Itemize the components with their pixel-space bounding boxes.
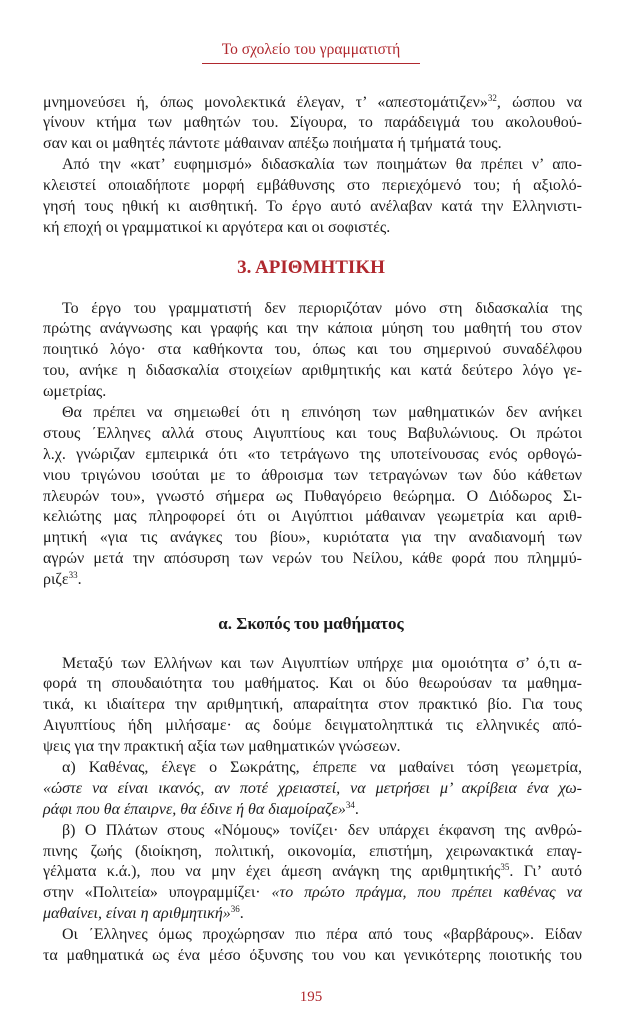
paragraph — [43, 403, 582, 591]
text-line — [43, 800, 582, 821]
italic-quote-line: «ώστε να είναι ικανός, αν ποτέ χρειαστεί, να μετρήσει μ’ ακρίβεια ένα χω- — [43, 779, 582, 797]
text-line — [43, 570, 582, 591]
text-line: νιου τριγώνου ισούται με το άθροισμα των τετραγώνων των δύο κάθετων — [43, 466, 582, 484]
text-line: τικά, κι ιδιαίτερα την αριθμητική, απαραίτητα στον πρακτικό βίο. Για τους — [43, 696, 582, 714]
text-segment: γέλματα κ.ά.), που να μην έχει άμεση ανάγκη της αριθμητικής — [43, 863, 501, 881]
header-rule — [202, 63, 420, 64]
text-line: κελιώτης μας πληροφορεί ότι οι Αιγύπτιοι μάθαιναν γεωμετρία και αριθ- — [43, 508, 582, 526]
text-segment: . — [354, 800, 359, 818]
footnote-ref: 36 — [230, 904, 240, 915]
footnote-ref: 32 — [487, 92, 497, 103]
text-segment: ριζε — [43, 571, 69, 589]
text-line: α) Καθένας, έλεγε ο Σωκράτης, έπρεπε να μαθαίνει τόση γεωμετρία, — [62, 758, 582, 776]
page-number: 195 — [299, 989, 323, 1005]
text-line: πλευρών του», γνωστό σήμερα ως Πυθαγόρειο θεώρημα. Ο Διόδωρος Σι- — [43, 487, 582, 505]
subsection-heading: α. Σκοπός του μαθήματος — [218, 614, 404, 633]
text-line: Θα πρέπει να σημειωθεί ότι η επινόηση των μαθηματικών δεν ανήκει — [62, 403, 582, 421]
text-line: λ.χ. γνώριζαν εμπειρικά ότι «το τετράγωνο της υποτείνουσας ενός ορθογώ- — [43, 445, 582, 463]
footnote-ref: 33 — [68, 570, 78, 581]
text-line: β) Ο Πλάτων στους «Νόμους» τονίζει· δεν υπάρχει έκφανση της ανθρώ- — [62, 821, 582, 839]
italic-quote: ράφι που θα έπαιρνε, θα έδινε ή θα διαμοίραζε» — [43, 800, 346, 818]
paragraph — [43, 654, 582, 758]
paragraph — [43, 758, 582, 821]
running-header: Το σχολείο του γραμματιστή — [221, 41, 401, 58]
text-line: αγρών μετά την απόσυρση των νερών του Νείλου, κάθε φορά που πλημμύ- — [43, 550, 582, 568]
text-segment: . — [239, 905, 244, 923]
section-heading: 3. ΑΡΙΘΜΗΤΙΚΗ — [237, 257, 385, 278]
footnote-ref: 35 — [500, 862, 510, 873]
text-line: πρώτης ανάγνωσης και γραφής και την κάποια μύηση του μαθητή του στον — [43, 320, 582, 338]
text-line: γησή τους ηθική κι αισθητική. Το έργο αυτό ανέλαβαν κατά την Ελληνιστι- — [43, 197, 582, 215]
text-line: ωμετρίας. — [43, 383, 107, 401]
text-segment: . Γι’ αυτό — [509, 863, 582, 881]
paragraph — [43, 93, 582, 156]
text-line: ψεις για την πρακτική αξία των μαθηματικών γνώσεων. — [43, 738, 401, 756]
text-line: Από την «κατ’ ευφημισμό» διδασκαλία των ποιημάτων θα πρέπει ν’ απο- — [62, 156, 582, 174]
text-line: Οι ΄Ελληνες όμως προχώρησαν πιο πέρα από τους «βαρβάρους». Είδαν — [62, 926, 582, 944]
text-segment: , ώσπου να — [496, 93, 582, 111]
text-line: Μεταξύ των Ελλήνων και των Αιγυπτίων υπήρχε μια ομοιότητα σ’ ό,τι α- — [62, 654, 582, 672]
text-line — [43, 883, 582, 904]
section-3-text — [43, 299, 582, 591]
text-segment: . — [77, 571, 82, 589]
text-line: Αιγυπτίους ήδη μιλήσαμε· ας δούμε δειγματοληπτικά τις ελληνικές από- — [43, 717, 582, 735]
text-line: Το έργο του γραμματιστή δεν περιοριζόταν μόνο στη διδασκαλία της — [62, 299, 582, 317]
paragraph — [43, 299, 582, 403]
text-line — [43, 93, 582, 114]
italic-quote: μαθαίνει, είναι η αριθμητική» — [43, 905, 231, 923]
text-line — [43, 862, 582, 883]
text-segment: στην «Πολιτεία» υπογραμμίζει· — [43, 884, 272, 902]
subsection-a-text — [43, 654, 582, 967]
text-line: στους ΄Ελληνες αλλά στους Αιγυπτίους και τους Βαβυλώνιους. Οι πρώτοι — [43, 424, 582, 442]
text-line: τα μαθηματικά ως ένα μέσο όξυνσης του νου και γενικότερης ποιοτικής του — [43, 946, 582, 964]
footnote-ref: 34 — [345, 799, 355, 810]
text-line: κλειστεί οποιαδήποτε μορφή εμβάθυνσης στο περιεχόμενό του; ή αξιολό- — [43, 177, 582, 195]
text-segment: μνημονεύσει ή, όπως μονολεκτικά έλεγαν, τ’ «απεστομάτιζεν» — [43, 93, 488, 111]
paragraph — [43, 821, 582, 925]
intro-text — [43, 93, 582, 239]
italic-quote: «το πρώτο πράγμα, που πρέπει καθένας να — [271, 884, 582, 902]
paragraph — [43, 155, 582, 239]
text-line: του, ανήκε η διδασκαλία στοιχείων αριθμητικής και κατά δεύτερο λόγο γε- — [43, 362, 582, 380]
text-line: πινης ζωής (διοίκηση, πολιτική, οικονομία, επιστήμη, χειρωνακτικά επαγ- — [43, 842, 582, 860]
text-line: μητική «για τις ανάγκες του βίου», κυριότατα για την αναδιανομή των — [43, 529, 582, 547]
text-line: κή εποχή οι γραμματικοί κι αργότερα και οι σοφιστές. — [43, 218, 391, 236]
text-line: σαν και οι μαθητές πάντοτε μάθαιναν απέξω ποιήματα ή τμήματά τους. — [43, 135, 502, 153]
paragraph — [43, 925, 582, 967]
text-line — [43, 904, 582, 925]
text-line: ποιητικό λόγο· στα καθήκοντα του, όπως και του σημερινού συναδέλφου — [43, 341, 582, 359]
text-line: γίνουν κτήμα των μαθητών του. Σίγουρα, το παράδειγμά του ακολουθού- — [43, 114, 582, 132]
text-line: φορά τη σπουδαιότητα του μαθήματος. Και οι δύο θεωρούσαν τα μαθημα- — [43, 675, 582, 693]
